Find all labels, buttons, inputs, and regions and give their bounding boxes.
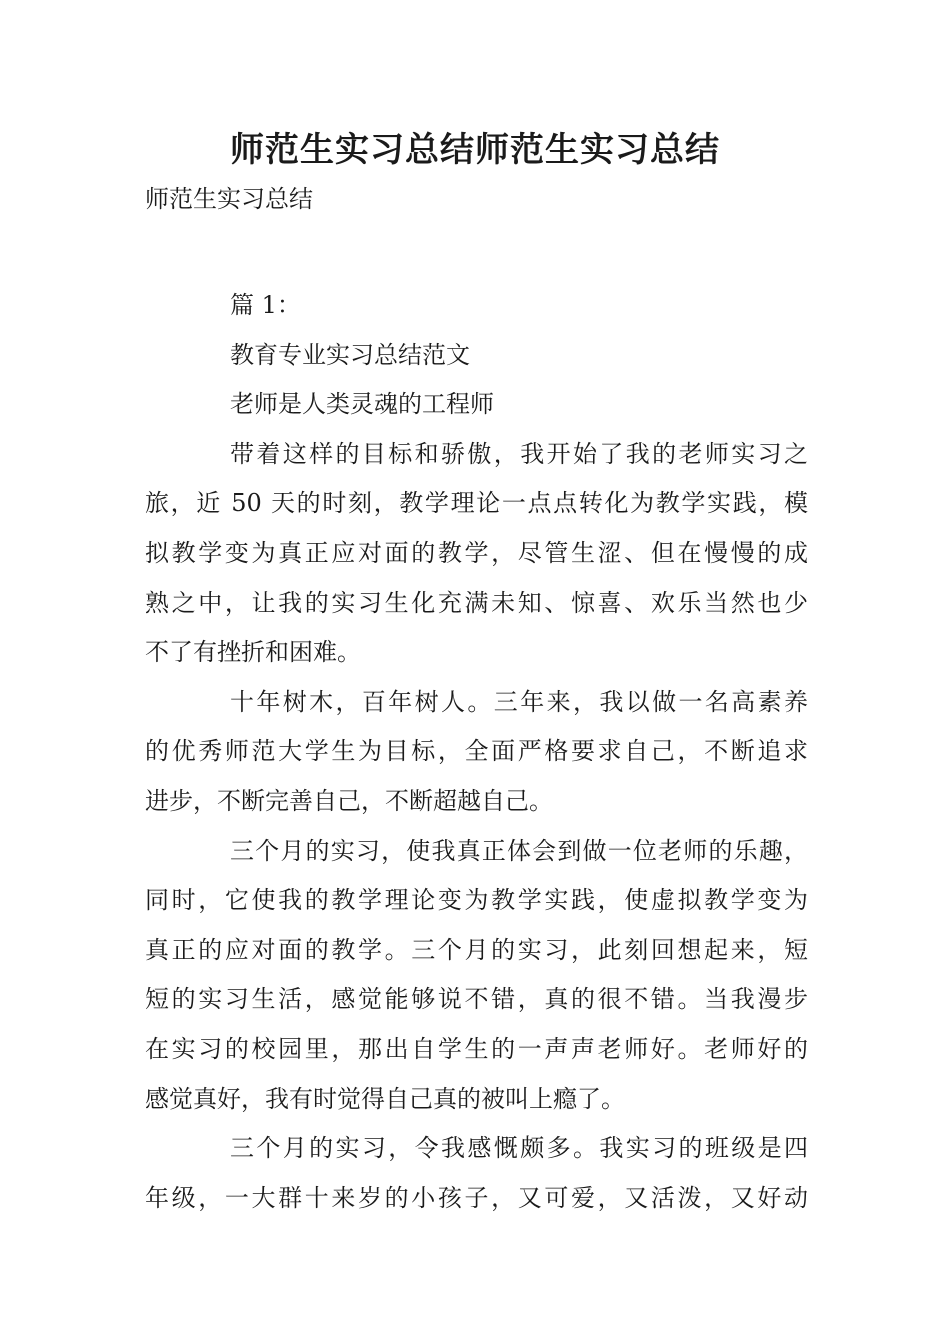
paragraph-line: 带着这样的目标和骄傲，我开始了我的老师实习之: [230, 439, 808, 468]
chapter-label: 篇 1：: [230, 291, 301, 319]
paragraph-line: 短的实习生活，感觉能够说不错，真的很不错。当我漫步: [145, 985, 808, 1014]
paragraph-line: 在实习的校园里，那出自学生的一声声老师好。老师好的: [145, 1034, 808, 1063]
document-title: 师范生实习总结师范生实习总结: [230, 130, 720, 170]
document-body: [145, 281, 808, 1223]
section-heading: 教育专业实习总结范文: [230, 340, 470, 369]
paragraph: [145, 678, 808, 827]
paragraph-line: 年级，一大群十来岁的小孩子，又可爱，又活泼，又好动: [145, 1183, 808, 1212]
paragraph-line: 拟教学变为真正应对面的教学，尽管生涩、但在慢慢的成: [145, 538, 808, 567]
paragraph-line: 旅，近 50 天的时刻，教学理论一点点转化为教学实践，模: [145, 489, 808, 518]
paragraph-line: 十年树木，百年树人。三年来，我以做一名高素养: [230, 687, 808, 716]
paragraph-line: 感觉真好，我有时觉得自己真的被叫上瘾了。: [145, 1084, 625, 1113]
motto-line: 老师是人类灵魂的工程师: [230, 390, 494, 419]
paragraph-line: 三个月的实习，令我感慨颇多。我实习的班级是四: [230, 1134, 808, 1163]
paragraph-line: 三个月的实习，使我真正体会到做一位老师的乐趣，: [230, 836, 808, 865]
document-subtitle: 师范生实习总结: [145, 185, 313, 213]
paragraph-line: 同时，它使我的教学理论变为教学实践，使虚拟教学变为: [145, 886, 808, 915]
paragraph: [145, 827, 808, 1125]
paragraph-line: 的优秀师范大学生为目标，全面严格要求自己，不断追求: [145, 737, 808, 766]
paragraph-line: 真正的应对面的教学。三个月的实习，此刻回想起来，短: [145, 935, 808, 964]
paragraph: [145, 430, 808, 678]
paragraph-line: 熟之中，让我的实习生化充满未知、惊喜、欢乐当然也少: [145, 588, 808, 617]
paragraph-line: 进步，不断完善自己，不断超越自己。: [145, 786, 553, 815]
paragraph: [145, 1124, 808, 1223]
paragraph-line: 不了有挫折和困难。: [145, 638, 361, 667]
